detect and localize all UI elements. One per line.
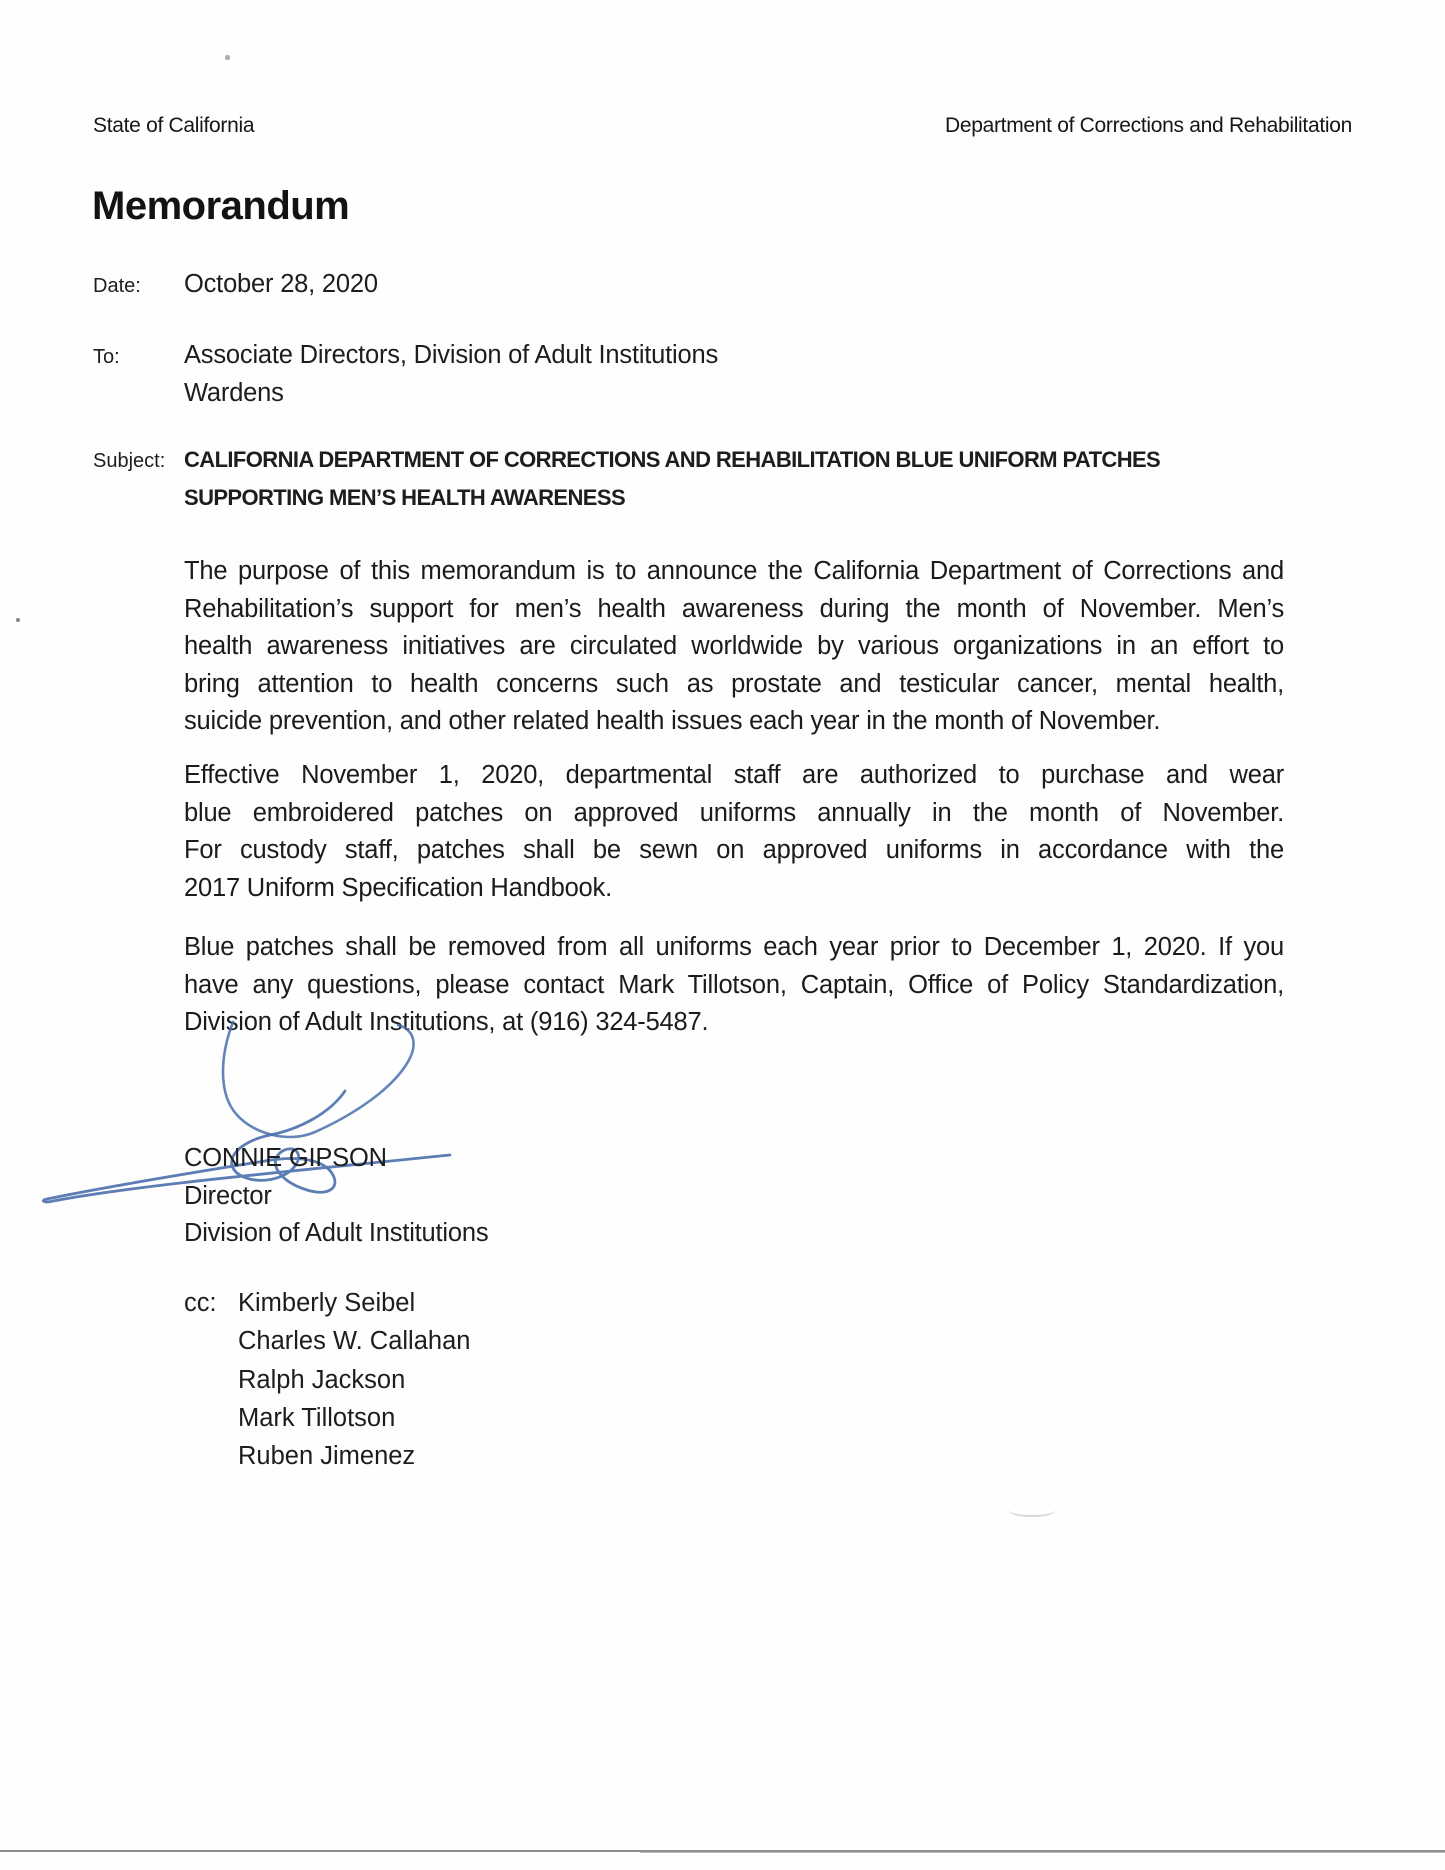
paragraph-line: Blue patches shall be removed from all uniforms each year prior to December 1, 2020. If you xyxy=(184,933,1284,961)
cc-name: Ralph Jackson xyxy=(238,1365,406,1394)
subject-label: Subject: xyxy=(93,450,166,472)
paragraph-line: For custody staff, patches shall be sewn on approved uniforms in accordance with the xyxy=(184,836,1284,865)
subject-line: SUPPORTING MEN’S HEALTH AWARENESS xyxy=(184,484,626,510)
scan-smudge xyxy=(1008,1503,1056,1517)
paragraph-line: Rehabilitation’s support for men’s health awareness during the month of November. Men’s xyxy=(184,594,1284,623)
paragraph-line: have any questions, please contact Mark Tillotson, Captain, Office of Policy Standardization, xyxy=(184,970,1284,999)
paragraph-line: bring attention to health concerns such as prostate and testicular cancer, mental health, xyxy=(184,669,1284,698)
cc-name: Ruben Jimenez xyxy=(238,1442,416,1471)
paragraph-line: The purpose of this memorandum is to announce the California Department of Corrections and xyxy=(184,557,1284,585)
header-right-department: Department of Corrections and Rehabilitation xyxy=(944,114,1352,137)
paragraph-line: Division of Adult Institutions, at (916) 324-5487. xyxy=(184,1008,709,1037)
to-line: Wardens xyxy=(184,378,284,407)
signature-block xyxy=(184,1140,488,1253)
paragraph-1 xyxy=(184,553,1284,741)
signer-division: Division of Adult Institutions xyxy=(184,1219,489,1247)
memo-title: Memorandum xyxy=(92,184,350,228)
date-value: October 28, 2020 xyxy=(184,270,378,298)
scan-edge-line-light xyxy=(640,1852,1445,1853)
header-left-state: State of California xyxy=(93,114,255,137)
paragraph-line: Effective November 1, 2020, departmental staff are authorized to purchase and wear xyxy=(184,761,1284,789)
signer-name: CONNIE GIPSON xyxy=(184,1144,387,1172)
to-label: To: xyxy=(93,346,120,368)
subject-value xyxy=(184,441,1294,516)
letterhead xyxy=(93,114,1352,138)
cc-row xyxy=(184,1284,470,1475)
cc-name: Charles W. Callahan xyxy=(238,1327,471,1356)
to-line: Associate Directors, Division of Adult Institutions xyxy=(184,341,719,369)
subject-row xyxy=(93,441,1294,516)
paragraph-line: health awareness initiatives are circulated worldwide by various organizations in an effort to xyxy=(184,632,1284,661)
cc-name: Mark Tillotson xyxy=(238,1403,396,1432)
cc-name: Kimberly Seibel xyxy=(238,1289,416,1317)
paragraph-2 xyxy=(184,757,1284,907)
signer-title: Director xyxy=(184,1181,272,1210)
subject-line: CALIFORNIA DEPARTMENT OF CORRECTIONS AND REHABILITATION BLUE UNIFORM PATCHES xyxy=(184,447,1161,472)
paragraph-line: suicide prevention, and other related health issues each year in the month of November. xyxy=(184,707,1161,736)
signature-loop-stroke xyxy=(223,1022,414,1137)
to-value xyxy=(184,337,718,412)
date-label: Date: xyxy=(93,275,141,297)
paragraph-line: 2017 Uniform Specification Handbook. xyxy=(184,873,612,902)
date-row xyxy=(93,270,378,299)
paragraph-line: blue embroidered patches on approved uniforms annually in the month of November. xyxy=(184,798,1284,827)
scan-speck xyxy=(225,55,230,60)
cc-label: cc: xyxy=(184,1289,217,1317)
scan-dot xyxy=(16,618,20,622)
to-row xyxy=(93,337,718,412)
cc-names xyxy=(238,1284,470,1475)
